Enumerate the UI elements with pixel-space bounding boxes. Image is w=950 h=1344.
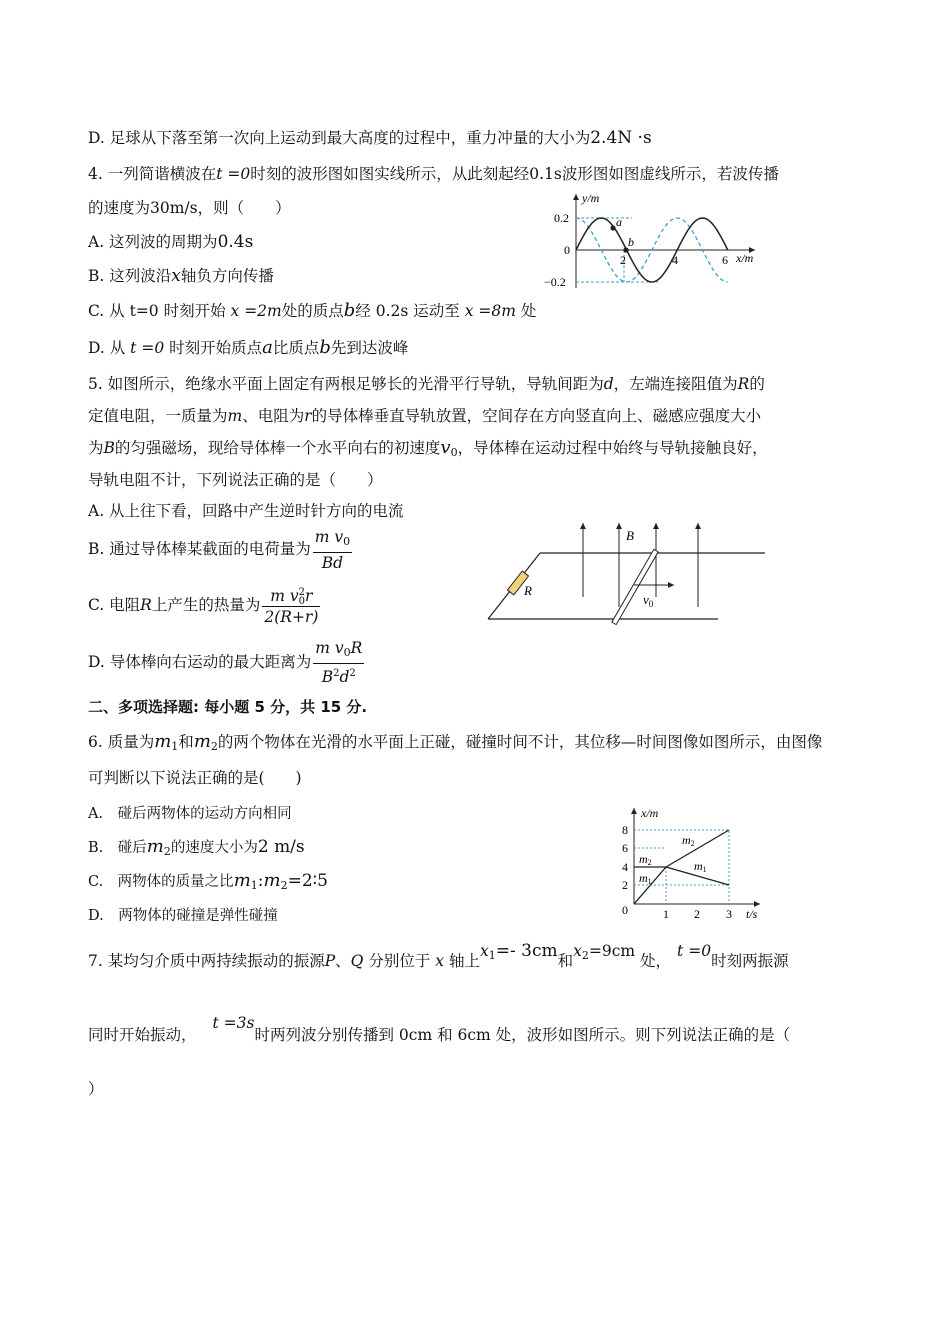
q6-stem-line2: 可判断以下说法正确的是( ) — [88, 769, 302, 787]
q7-stem-line1 — [88, 940, 789, 987]
q4-option-c-text: C. 从 t=0 时刻开始 — [88, 302, 226, 320]
q6-label-m1-after — [694, 859, 707, 874]
q7-stem-line2 — [88, 1014, 790, 1056]
q4-label-b: b — [628, 235, 634, 249]
q7-stem-text: 分别位于 — [368, 952, 431, 970]
q5-stem-text: 5. 如图所示，绝缘水平面上固定有两根足够长的光滑平行导轨，导轨间距为 — [88, 375, 604, 393]
q7-sep: 、 — [335, 952, 351, 970]
q6-stem-text: 和 — [178, 733, 194, 751]
q6-lm2a-sub: 2 — [647, 858, 652, 867]
q6-option-a: A. 碰后两物体的运动方向相同 — [88, 806, 292, 822]
q5-R: R — [737, 375, 750, 393]
q5-m: m — [227, 407, 243, 425]
q5-fig-B-label: B — [626, 528, 634, 543]
q5-option-c-fraction — [262, 586, 320, 627]
q6-option-d: D. 两物体的碰撞是弹性碰撞 — [88, 908, 278, 924]
q3-option-d-text: D. 足球从下落至第一次向上运动到最大高度的过程中，重力冲量的大小为 — [88, 129, 591, 147]
q4-y-tick-zero: 0 — [564, 243, 570, 257]
q6-option-c-text: C. 两物体的质量之比 — [88, 874, 234, 890]
q5-v0-sub: 0 — [450, 446, 458, 459]
q5-option-d-num: m v — [315, 639, 344, 658]
q6-option-c-m2-sub: 2 — [280, 879, 288, 892]
q7-x: x — [435, 952, 445, 970]
q6-stem-text: 6. 质量为 — [88, 733, 155, 751]
q3-option-d — [88, 127, 652, 149]
q4-stem-text: ，则（ ） — [197, 199, 291, 217]
q5-fig-v-label — [643, 592, 654, 609]
q6-ylabel: x/m — [641, 806, 659, 820]
q7-x2-value: =9cm — [588, 942, 636, 960]
q5-option-c-num: m v — [270, 586, 299, 605]
q6-lm2b-sub: 2 — [690, 839, 695, 848]
q6-origin: 0 — [622, 903, 628, 917]
q5-option-c — [88, 581, 322, 629]
q5-option-d-num-sub: 0 — [343, 646, 351, 660]
q4-option-d-a: a — [262, 337, 273, 358]
q6-label-m1-before — [639, 871, 652, 886]
q6-lm1b: m — [694, 859, 703, 873]
q6-t-tick-2: 2 — [694, 907, 700, 921]
q5-option-c-num-sub: 0 — [298, 595, 306, 607]
q5-stem-line2 — [88, 405, 761, 427]
q4-stem-text: 4. 一列简谐横波在 — [88, 165, 217, 183]
q4-option-a-value: 0.4s — [217, 232, 254, 252]
q5-stem-text: 、电阻为 — [242, 407, 305, 425]
q4-option-c-x2: x =8m — [464, 302, 516, 320]
q4-ylabel: y/m — [582, 191, 600, 205]
q5-option-c-den: 2(R+r) — [264, 607, 319, 626]
q7-x1: x — [479, 942, 489, 960]
q6-lm1a-sub: 1 — [647, 877, 652, 886]
q4-option-b-text: 轴负方向传播 — [180, 267, 274, 285]
q5-stem-line3 — [88, 437, 768, 464]
q7-stem-text: 轴上 — [448, 952, 480, 970]
q4-option-d-t: t =0 — [130, 339, 165, 357]
q4-xlabel: x/m — [736, 251, 754, 265]
q4-option-c-text: 处 — [520, 302, 537, 320]
q6-y-tick-4: 4 — [622, 860, 628, 874]
q7-stem-text: 7. 某均匀介质中两持续振动的振源 — [88, 952, 325, 970]
q6-option-b-m-sub: 2 — [163, 845, 171, 858]
q5-option-a: A. 从上往下看，回路中产生逆时针方向的电流 — [88, 502, 404, 520]
q4-option-d-text: D. 从 — [88, 339, 126, 357]
q7-and: 和 — [557, 952, 574, 970]
q7-x1-value: =- 3cm — [495, 941, 558, 961]
q5-stem-line4: 导轨电阻不计，下列说法正确的是（ ） — [88, 471, 383, 489]
q6-lm1a: m — [639, 871, 648, 885]
q6-lm2a: m — [639, 852, 648, 866]
q4-y-tick-top: 0.2 — [554, 211, 569, 225]
q5-option-b-den: Bd — [321, 554, 344, 572]
q5-stem-line1 — [88, 373, 765, 395]
q6-m2: m — [193, 731, 211, 752]
q5-B: B — [103, 439, 115, 457]
q6-label-m2-before — [639, 852, 652, 867]
q7-stem-text: 同时开始振动， — [88, 1026, 197, 1044]
q4-label-a: a — [616, 215, 622, 229]
q5-option-c-R: R — [140, 596, 152, 614]
q6-option-c-m1: m — [233, 870, 251, 891]
q4-stem-line1 — [88, 163, 779, 185]
q5-option-b-num-sub: 0 — [343, 535, 351, 548]
q7-x2: x — [573, 942, 582, 960]
q5-option-d-den-B: B — [321, 668, 334, 687]
q5-option-c-num-sup: 2 — [298, 586, 306, 598]
q7-Q: Q — [350, 952, 364, 970]
q4-stem-text: 时刻的波形图如图实线所示，从此刻起经 — [250, 165, 530, 183]
q6-option-c-value: =2∶5 — [287, 871, 328, 891]
q6-option-c-m2: m — [263, 870, 281, 891]
q5-option-d-num-R: R — [350, 639, 363, 658]
q4-stem-line2 — [88, 197, 291, 219]
q4-option-a — [88, 231, 253, 253]
q6-m1: m — [154, 731, 172, 752]
q5-option-d-fraction — [313, 638, 364, 687]
q6-t-tick-3: 3 — [726, 907, 732, 921]
q4-option-c-text: 经 0.2s 运动至 — [355, 302, 460, 320]
q6-m2-sub: 2 — [210, 740, 218, 753]
q5-option-b — [88, 527, 354, 573]
q6-stem-text: 的两个物体在光滑的水平面上正碰，碰撞时间不计，其位移—时间图像如图所示，由图像 — [217, 733, 823, 751]
q5-option-c-text: 上产生的热量为 — [151, 596, 261, 614]
q6-label-m2-after — [682, 833, 695, 848]
q5-fig-R-label: R — [524, 583, 532, 598]
q5-stem-text: 为 — [88, 439, 104, 457]
q4-option-d-text: 比质点 — [272, 339, 320, 357]
q6-y-tick-6: 6 — [622, 841, 628, 855]
q4-x-tick-6: 6 — [722, 253, 728, 267]
q5-option-d-den-d-sup: 2 — [349, 668, 356, 680]
q4-option-d-text: 时刻开始质点 — [169, 339, 263, 357]
q6-option-b-value: 2 m/s — [257, 837, 305, 857]
q6-option-b — [88, 836, 305, 863]
q4-option-c-x1: x =2m — [230, 302, 282, 320]
q5-fig-v-sub: 0 — [648, 599, 654, 609]
q5-r: r — [304, 407, 312, 425]
q7-x1-sub: 1 — [488, 949, 496, 962]
q6-option-c-m1-sub: 1 — [250, 879, 258, 892]
q5-option-d-text: D. 导体棒向右运动的最大距离为 — [88, 653, 312, 671]
q4-y-tick-bot: −0.2 — [544, 275, 566, 289]
q4-x-tick-2: 2 — [620, 253, 626, 267]
q7-P: P — [324, 952, 336, 970]
q7-t0: t =0 — [677, 942, 712, 960]
q4-stem-text: 的速度为 — [88, 199, 151, 217]
q6-lm1b-sub: 1 — [702, 865, 707, 874]
q6-stem-line1 — [88, 731, 822, 758]
q5-stem-text: 的 — [749, 375, 765, 393]
q5-stem-text: 定值电阻，一质量为 — [88, 407, 228, 425]
q6-option-c-colon: : — [257, 871, 264, 891]
q5-stem-text: ，导体棒在运动过程中始终与导轨接触良好， — [457, 439, 768, 457]
q6-lm2b: m — [682, 833, 691, 847]
q5-stem-text: ，左端连接阻值为 — [613, 375, 738, 393]
q7-stem-line3: ） — [88, 1080, 104, 1098]
q4-stem-text: 波形图如图虚线所示，若波传播 — [561, 165, 779, 183]
q5-stem-text: 的导体棒垂直导轨放置，空间存在方向竖直向上、磁感应强度大小 — [311, 407, 762, 425]
q6-option-b-text: 的速度大小为 — [170, 840, 258, 856]
q7-t3: t =3s — [212, 1014, 255, 1032]
q6-m1-sub: 1 — [171, 740, 179, 753]
q6-xlabel: t/s — [746, 907, 758, 921]
q7-stem-text: 时两列波分别传播到 0cm 和 6cm 处，波形如图所示。则下列说法正确的是（ — [254, 1026, 791, 1044]
q4-option-d-b: b — [319, 337, 331, 358]
q6-xt-graph — [612, 800, 772, 924]
q7-stem-text: 时刻两振源 — [711, 952, 789, 970]
q5-option-b-num: m v — [314, 528, 344, 546]
section-2-title: 二、多项选择题: 每小题 5 分，共 15 分. — [88, 698, 368, 716]
q4-dt: 0.1s — [529, 165, 562, 183]
q4-option-b — [88, 265, 274, 287]
q6-option-b-text: B. 碰后 — [88, 840, 147, 856]
q5-option-d-den-sup: 2 — [333, 668, 340, 680]
q5-d: d — [603, 375, 614, 393]
q4-x-tick-4: 4 — [672, 253, 678, 267]
q3-option-d-value: 2.4N ·s — [590, 128, 652, 148]
q5-option-c-text: C. 电阻 — [88, 596, 141, 614]
q7-stem-text: 处， — [640, 952, 672, 970]
q4-wave-graph — [540, 188, 765, 292]
q5-fig-v: v — [643, 592, 649, 607]
q4-option-c — [88, 300, 536, 322]
q4-option-a-text: A. 这列波的周期为 — [88, 233, 218, 251]
q6-option-c — [88, 870, 328, 897]
q5-stem-text: 的匀强磁场，现给导体棒一个水平向右的初速度 — [114, 439, 441, 457]
q5-option-d — [88, 638, 366, 688]
q4-option-d-text: 先到达波峰 — [330, 339, 409, 357]
q4-option-c-text: 处的质点 — [281, 302, 344, 320]
q4-point-a — [610, 225, 615, 230]
q6-y-tick-8: 8 — [622, 823, 628, 837]
q6-t-tick-1: 1 — [663, 907, 669, 921]
q5-option-b-text: B. 通过导体棒某截面的电荷量为 — [88, 540, 311, 558]
q5-rail-figure — [480, 515, 770, 630]
q4-option-b-x: x — [171, 266, 181, 286]
q5-option-d-den-d: d — [339, 668, 350, 687]
q5-v0: v — [440, 437, 451, 458]
q6-y-tick-2: 2 — [622, 878, 628, 892]
q7-x2-sub: 2 — [581, 949, 589, 962]
q4-option-d — [88, 337, 408, 359]
q5-option-b-fraction — [313, 527, 352, 573]
q4-t0: t =0 — [216, 165, 251, 183]
q4-option-b-text: B. 这列波沿 — [88, 267, 172, 285]
q5-option-c-num-r: r — [305, 586, 313, 605]
q6-option-b-m: m — [146, 836, 164, 857]
q4-option-c-b: b — [343, 300, 356, 321]
q4-speed: 30m/s — [150, 199, 198, 217]
